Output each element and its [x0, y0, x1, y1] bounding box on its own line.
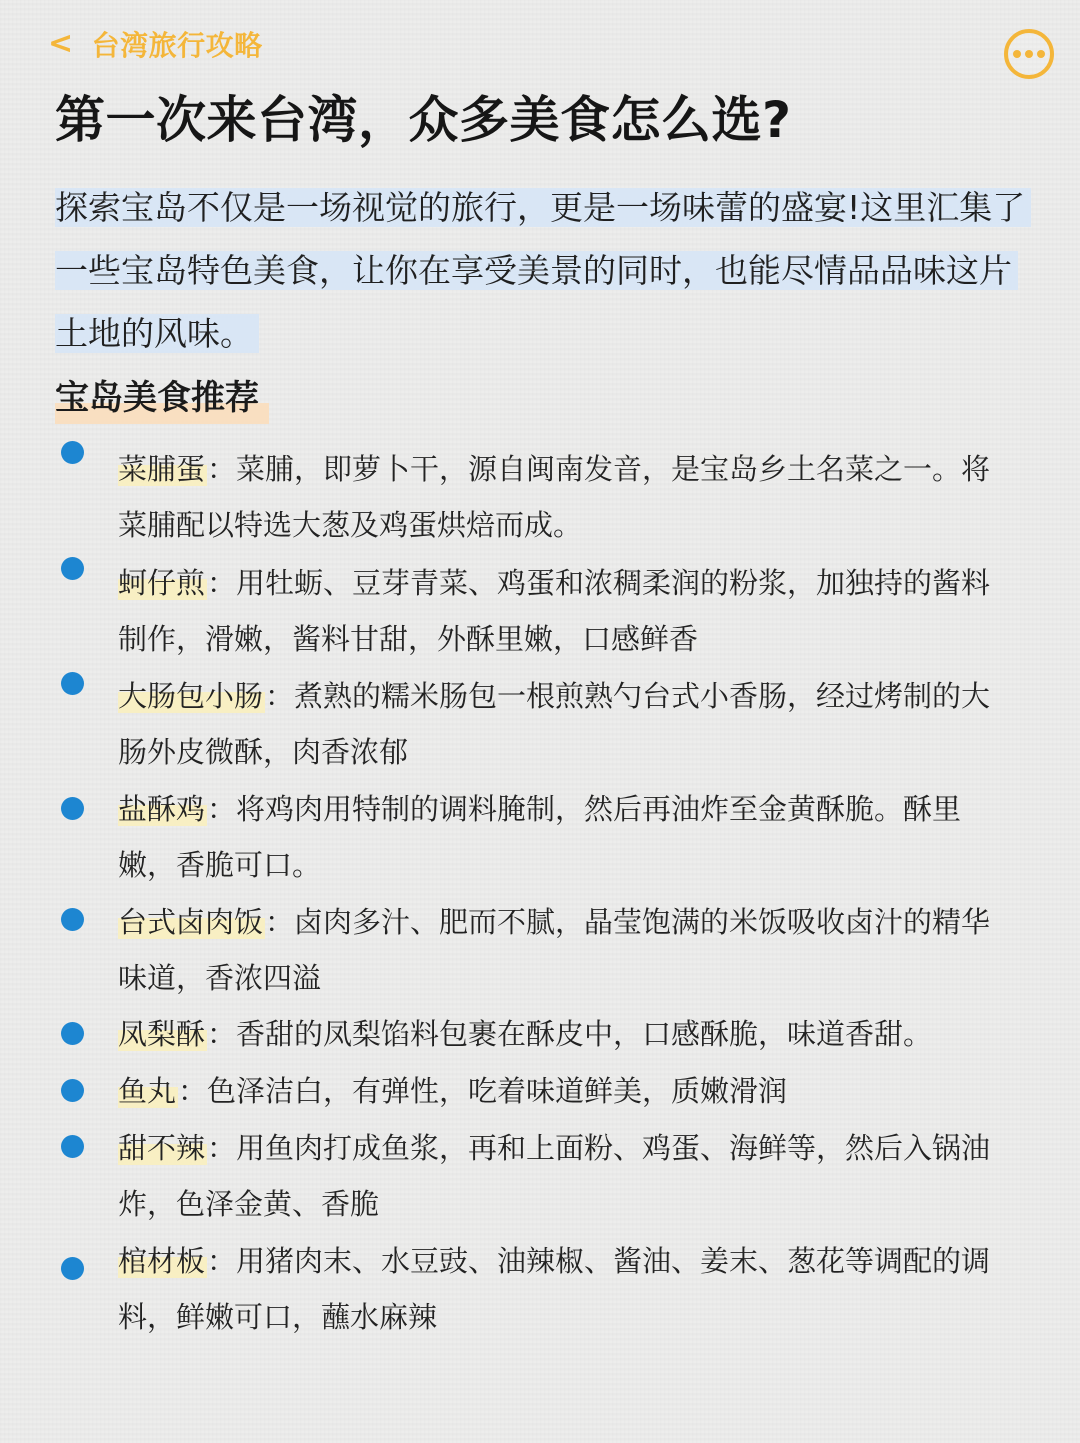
food-description: ：将鸡肉用特制的调料腌制，然后再油炸至金黄酥脆。酥里嫩，香脆可口。 — [118, 792, 962, 882]
bullet-icon — [61, 1135, 84, 1158]
back-label: 台湾旅行攻略 — [91, 29, 263, 62]
bullet-icon — [61, 1257, 84, 1280]
food-name: 鱼丸 — [118, 1074, 177, 1108]
food-description: ：卤肉多汁、肥而不腻，晶莹饱满的米饭吸收卤汁的精华味道，香浓四溢 — [118, 905, 991, 995]
food-item — [118, 894, 1008, 1006]
food-name: 台式卤肉饭 — [118, 905, 264, 939]
food-item — [118, 555, 1008, 667]
intro-text: 探索宝岛不仅是一场视觉的旅行，更是一场味蕾的盛宴!这里汇集了一些宝岛特色美食，让你在享受美景的同时，也能尽情品品味这片土地的风味。 — [55, 188, 1031, 353]
food-item — [118, 781, 1008, 893]
food-item — [118, 668, 1008, 780]
food-name: 棺材板 — [118, 1244, 206, 1278]
food-item — [118, 1120, 1008, 1232]
food-name: 凤梨酥 — [118, 1017, 206, 1051]
food-item — [118, 1063, 1008, 1119]
bullet-icon — [61, 672, 84, 695]
food-description: ：菜脯，即萝卜干，源自闽南发音，是宝岛乡土名菜之一。将菜脯配以特选大葱及鸡蛋烘焙而成。 — [118, 452, 991, 542]
food-description: ：用猪肉末、水豆豉、油辣椒、酱油、姜末、葱花等调配的调料，鲜嫩可口，蘸水麻辣 — [118, 1244, 991, 1334]
food-name: 大肠包小肠 — [118, 679, 264, 713]
food-name: 盐酥鸡 — [118, 792, 206, 826]
food-name: 菜脯蛋 — [118, 452, 206, 486]
food-description: ：用鱼肉打成鱼浆，再和上面粉、鸡蛋、海鲜等，然后入锅油炸，色泽金黄、香脆 — [118, 1131, 991, 1221]
food-name: 蚵仔煎 — [118, 566, 206, 600]
food-name: 甜不辣 — [118, 1131, 206, 1165]
food-description: ：用牡蛎、豆芽青菜、鸡蛋和浓稠柔润的粉浆，加独持的酱料制作，滑嫩，酱料甘甜，外酥里嫩，口感鲜香 — [118, 566, 991, 656]
bullet-icon — [61, 797, 84, 820]
bullet-icon — [61, 1079, 84, 1102]
section-heading: 宝岛美食推荐 — [55, 372, 269, 424]
bullet-icon — [61, 557, 84, 580]
food-item — [118, 1233, 1008, 1345]
bullet-icon — [61, 908, 84, 931]
food-item — [118, 1006, 1008, 1062]
food-description: ：香甜的凤梨馅料包裹在酥皮中，口感酥脆，味道香甜。 — [207, 1017, 933, 1051]
food-item — [118, 441, 1008, 553]
bullet-icon — [61, 1022, 84, 1045]
food-description: ：煮熟的糯米肠包一根煎熟勺台式小香肠，经过烤制的大肠外皮微酥，肉香浓郁 — [118, 679, 991, 769]
chevron-left-icon: < — [48, 26, 74, 61]
bullet-icon — [61, 441, 84, 464]
page-title: 第一次来台湾，众多美食怎么选? — [55, 91, 792, 149]
food-description: ：色泽洁白，有弹性，吃着味道鲜美，质嫩滑润 — [178, 1074, 788, 1108]
